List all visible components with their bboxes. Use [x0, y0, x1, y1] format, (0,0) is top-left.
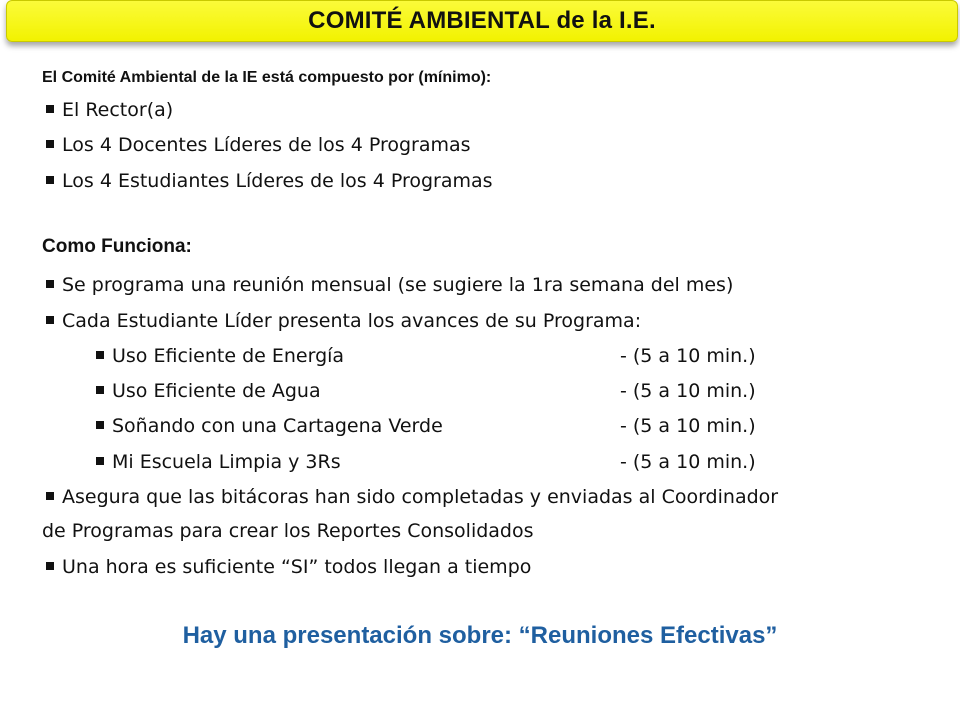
square-bullet-icon: [96, 457, 104, 465]
section-heading: Como Funciona:: [42, 236, 192, 257]
program-time: - (5 a 10 min.): [620, 345, 756, 367]
square-bullet-icon: [46, 105, 54, 113]
square-bullet-icon: [46, 140, 54, 148]
list-item-continuation: de Programas para crear los Reportes Consolidados: [42, 520, 534, 542]
square-bullet-icon: [96, 386, 104, 394]
square-bullet-icon: [46, 176, 54, 184]
square-bullet-icon: [46, 280, 54, 288]
list-item: Los 4 Estudiantes Líderes de los 4 Programas: [46, 169, 493, 193]
title-banner: [6, 0, 958, 42]
program-time: - (5 a 10 min.): [620, 415, 756, 437]
list-item: Una hora es suficiente “SI” todos llegan a tiempo: [46, 555, 531, 579]
list-item: Los 4 Docentes Líderes de los 4 Programas: [46, 133, 471, 157]
program-name: Uso Eficiente de Agua: [112, 380, 321, 402]
program-item: [96, 450, 896, 474]
program-name: Uso Eficiente de Energía: [112, 345, 345, 367]
program-time: - (5 a 10 min.): [620, 380, 756, 402]
square-bullet-icon: [96, 351, 104, 359]
program-item: [96, 414, 896, 438]
program-name: Mi Escuela Limpia y 3Rs: [112, 451, 341, 473]
square-bullet-icon: [46, 492, 54, 500]
square-bullet-icon: [96, 421, 104, 429]
square-bullet-icon: [46, 316, 54, 324]
list-item: Asegura que las bitácoras han sido completadas y enviadas al Coordinador: [46, 485, 778, 509]
page-title: COMITÉ AMBIENTAL de la I.E.: [308, 7, 656, 34]
square-bullet-icon: [46, 562, 54, 570]
intro-text: El Comité Ambiental de la IE está compuesto por (mínimo):: [42, 69, 492, 86]
list-item: Cada Estudiante Líder presenta los avances de su Programa:: [46, 309, 641, 333]
program-item: [96, 344, 896, 368]
list-item: El Rector(a): [46, 98, 173, 122]
program-item: [96, 379, 896, 403]
program-name: Soñando con una Cartagena Verde: [112, 415, 443, 437]
program-time: - (5 a 10 min.): [620, 451, 756, 473]
list-item: Se programa una reunión mensual (se sugiere la 1ra semana del mes): [46, 273, 733, 297]
footer-note: Hay una presentación sobre: “Reuniones Efectivas”: [182, 622, 778, 649]
